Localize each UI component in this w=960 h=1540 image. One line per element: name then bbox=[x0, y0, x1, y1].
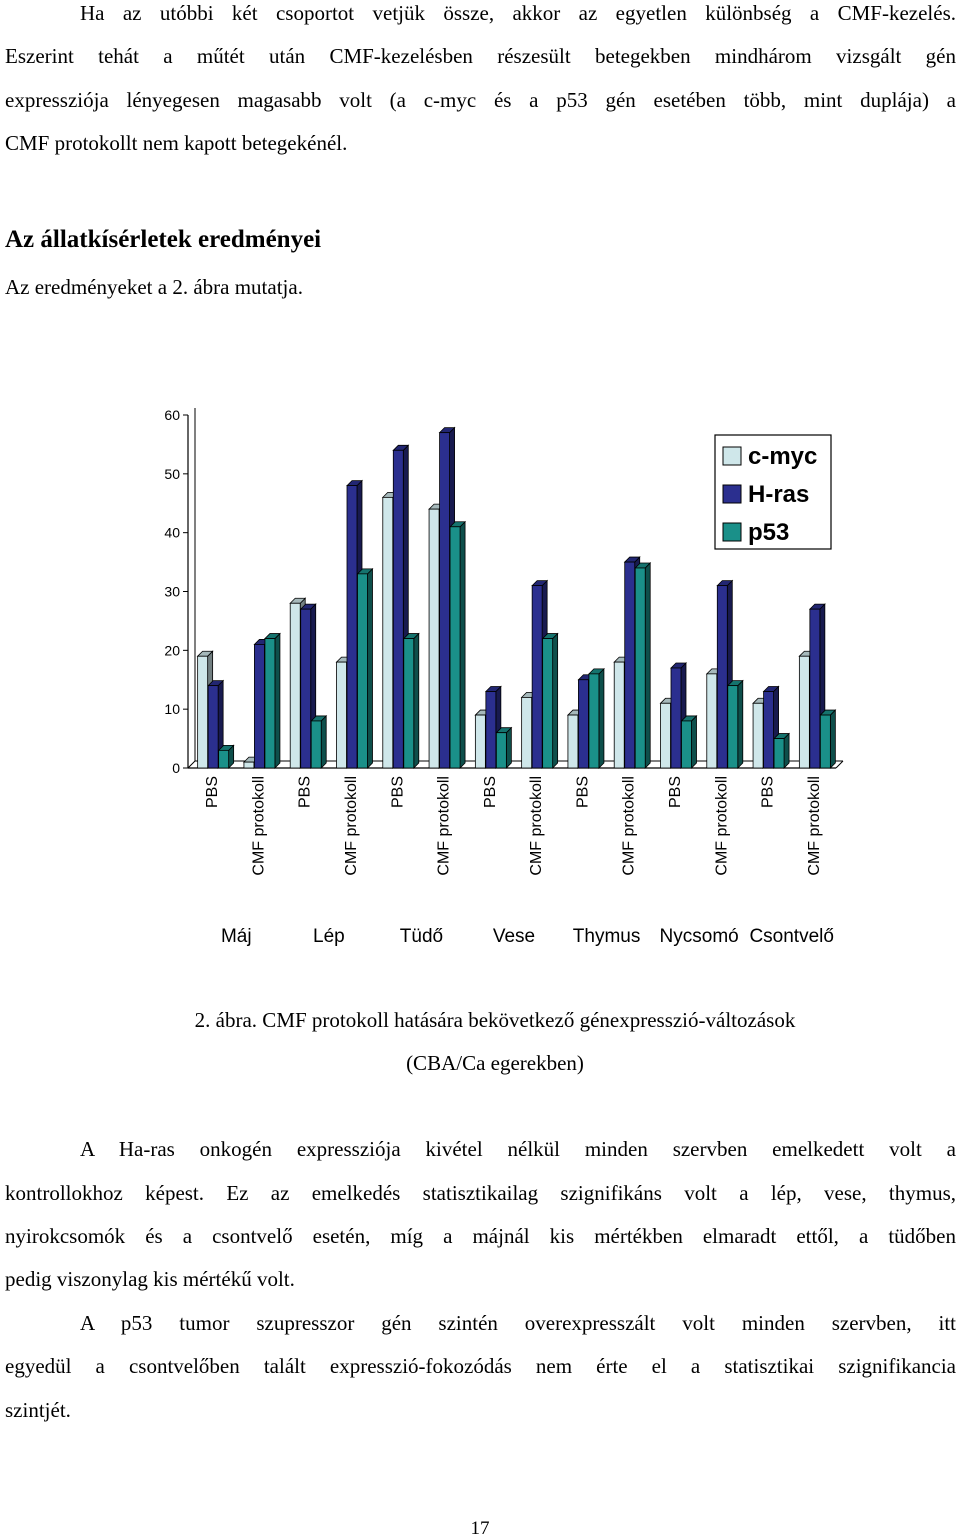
group-label: Nycsomó bbox=[659, 926, 739, 947]
intro-line-2: Eszerint tehát a műtét után CMF-kezelésben részesült betegekben mindhárom vizsgált gén bbox=[5, 44, 956, 68]
y-tick-label: 20 bbox=[164, 642, 180, 659]
group-label: Csontvelő bbox=[749, 926, 834, 947]
x-tick-label: PBS bbox=[296, 776, 314, 809]
bar-p53 bbox=[682, 716, 697, 768]
para1-line-4: pedig viszonylag kis mértékű volt. bbox=[5, 1267, 295, 1291]
page-number: 17 bbox=[470, 1518, 490, 1539]
para2-line-1: A p53 tumor szupresszor gén szintén overexpresszált volt minden szervben, itt bbox=[80, 1311, 956, 1335]
bar-p53 bbox=[450, 522, 465, 768]
y-tick-label: 60 bbox=[164, 407, 180, 423]
x-tick-label: CMF protokoll bbox=[528, 776, 546, 876]
bar-p53 bbox=[219, 745, 234, 768]
y-tick-label: 10 bbox=[164, 701, 180, 718]
x-tick-label: CMF protokoll bbox=[805, 776, 823, 876]
x-tick-label: CMF protokoll bbox=[343, 776, 360, 876]
legend-swatch bbox=[723, 447, 741, 465]
intro-line-4: CMF protokollt nem kapott betegekénél. bbox=[5, 131, 348, 155]
intro-line-3: expressziója lényegesen magasabb volt (a c-myc és a p53 gén esetében több, mint duplája) a bbox=[5, 88, 956, 112]
group-label: Tüdő bbox=[399, 926, 444, 947]
legend-swatch bbox=[723, 523, 741, 541]
section-heading: Az állatkísérletek eredményei bbox=[5, 226, 322, 253]
x-tick-label: CMF protokoll bbox=[713, 776, 731, 876]
y-tick-label: 50 bbox=[164, 465, 180, 482]
x-tick-label: PBS bbox=[759, 776, 777, 809]
x-tick-label: PBS bbox=[574, 776, 592, 809]
group-label: Lép bbox=[313, 926, 345, 947]
figure-caption-line-1: 2. ábra. CMF protokoll hatására bekövetkező génexpresszió-változások bbox=[194, 1008, 796, 1032]
bar-p53 bbox=[265, 634, 280, 768]
x-tick-label: PBS bbox=[389, 776, 407, 809]
legend-label: p53 bbox=[748, 519, 790, 546]
y-tick-label: 30 bbox=[164, 583, 180, 600]
y-tick-label: 40 bbox=[164, 524, 180, 541]
x-tick-label: PBS bbox=[204, 776, 222, 809]
x-tick-label: CMF protokoll bbox=[250, 776, 268, 876]
bar-p53 bbox=[543, 634, 558, 768]
bar-chart bbox=[0, 395, 960, 955]
legend-label: H-ras bbox=[748, 481, 810, 508]
bar-p53 bbox=[358, 569, 373, 768]
bar-p53 bbox=[589, 669, 604, 768]
back-wall-edge bbox=[188, 408, 195, 768]
x-tick-label: CMF protokoll bbox=[620, 776, 638, 876]
para2-line-3: szintjét. bbox=[5, 1398, 71, 1422]
figure-caption-line-2: (CBA/Ca egerekben) bbox=[406, 1051, 584, 1075]
bar-p53 bbox=[311, 716, 326, 768]
x-tick-label: PBS bbox=[481, 776, 499, 809]
para1-line-1: A Ha-ras onkogén expressziója kivétel nélkül minden szervben emelkedett volt a bbox=[80, 1137, 956, 1161]
bar-p53 bbox=[728, 681, 743, 768]
x-tick-label: CMF protokoll bbox=[435, 776, 453, 876]
intro-line-1: Ha az utóbbi két csoportot vetjük össze, akkor az egyetlen különbség a CMF-kezelés. bbox=[80, 1, 956, 25]
bar-p53 bbox=[404, 634, 419, 768]
group-label: Vese bbox=[492, 926, 536, 947]
y-tick-label: 0 bbox=[172, 760, 180, 776]
floor-right-edge bbox=[836, 761, 843, 768]
bar-p53 bbox=[820, 710, 835, 768]
bar-p53 bbox=[635, 563, 650, 768]
legend-swatch bbox=[723, 485, 741, 503]
bar-p53 bbox=[496, 728, 511, 768]
group-label: Thymus bbox=[572, 926, 641, 947]
para2-line-2: egyedül a csontvelőben talált expresszió-fokozódás nem érte el a statisztikai szignifikancia bbox=[5, 1354, 956, 1378]
group-label: Máj bbox=[220, 926, 252, 947]
para1-line-2: kontrollokhoz képest. Ez az emelkedés statisztikailag szignifikáns volt a lép, vese, thymus, bbox=[5, 1181, 956, 1205]
legend-label: c-myc bbox=[748, 443, 818, 470]
section-intro: Az eredményeket a 2. ábra mutatja. bbox=[5, 275, 303, 299]
bar-p53 bbox=[774, 734, 789, 768]
x-tick-label: PBS bbox=[667, 776, 684, 809]
para1-line-3: nyirokcsomók és a csontvelő esetén, míg a májnál kis mértékben elmaradt ettől, a tüdőben bbox=[5, 1224, 956, 1248]
